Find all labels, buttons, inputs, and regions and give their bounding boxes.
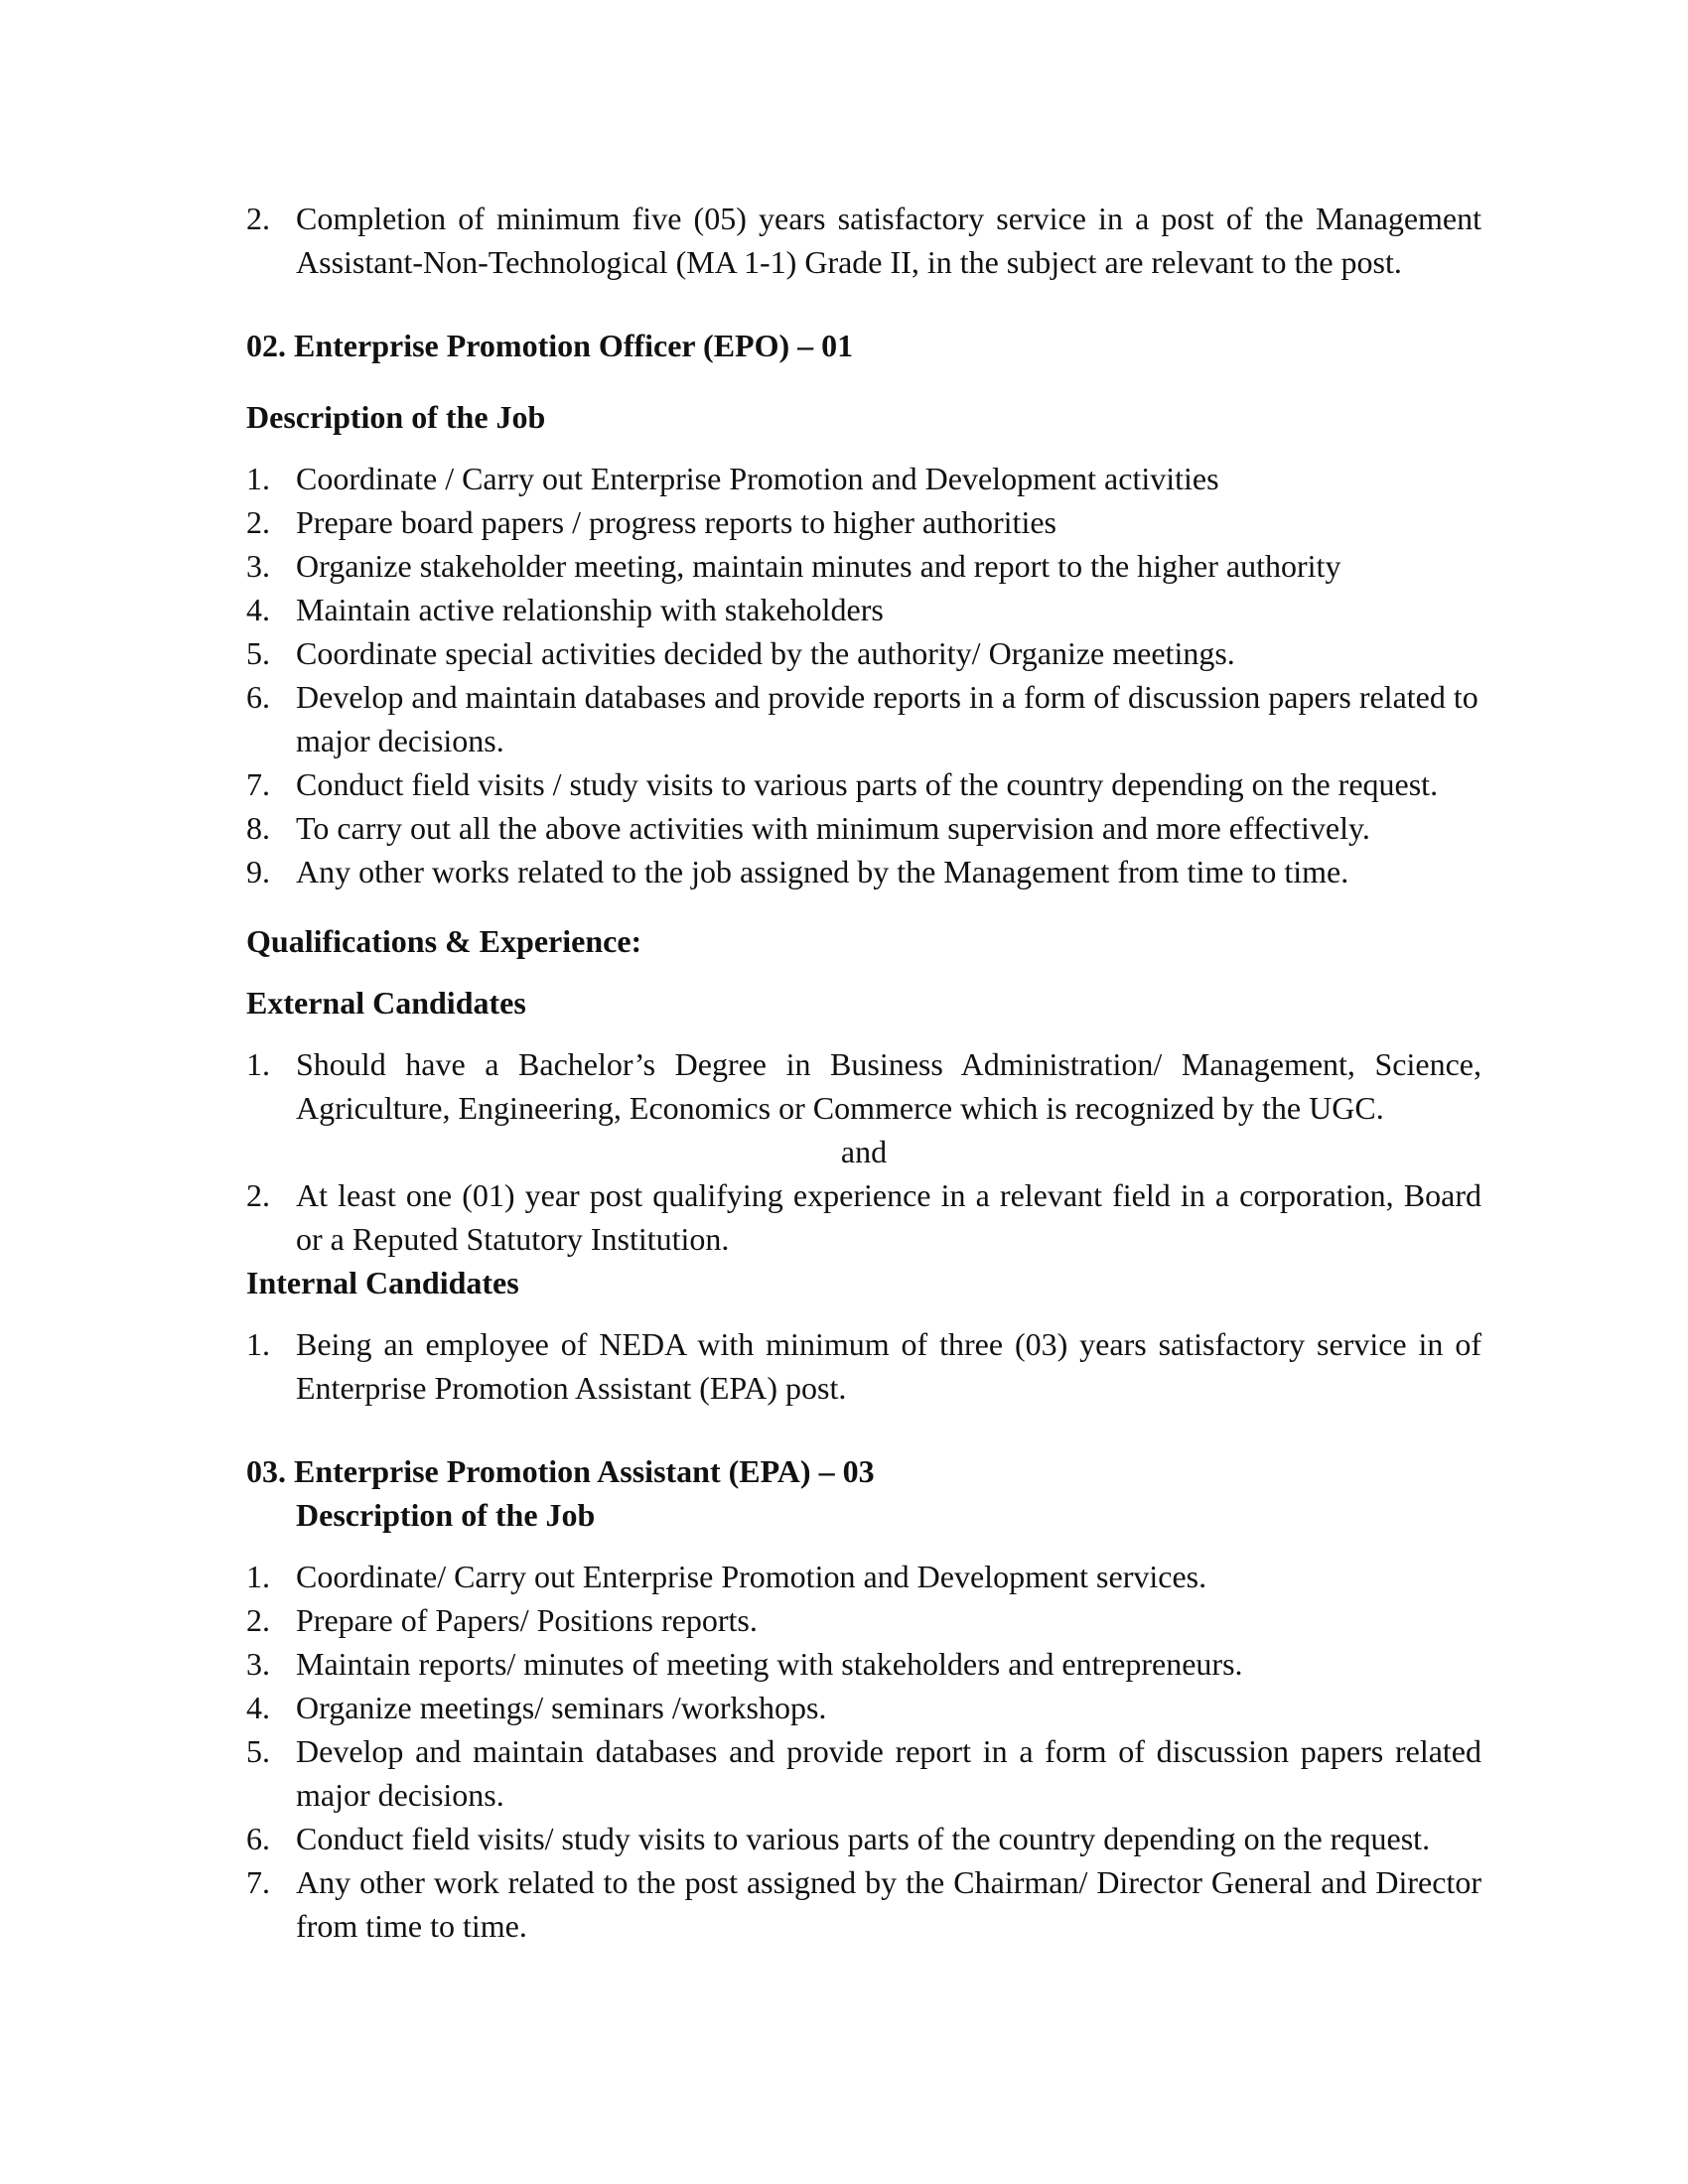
external-requirements-list bbox=[246, 1042, 1481, 1261]
internal-requirements-list bbox=[246, 1322, 1481, 1410]
list-text: Organize stakeholder meeting, maintain minutes and report to the higher authority bbox=[296, 548, 1341, 584]
list-text: Coordinate/ Carry out Enterprise Promotion and Development services. bbox=[296, 1559, 1207, 1594]
and-connector: and bbox=[840, 1134, 888, 1169]
list-item bbox=[246, 1860, 1481, 1948]
list-item bbox=[246, 850, 1481, 893]
epa-duties-list bbox=[246, 1555, 1481, 1948]
list-number: 8. bbox=[246, 810, 270, 846]
list-number: 1. bbox=[246, 1046, 270, 1082]
list-item bbox=[246, 197, 1481, 284]
intro-list bbox=[246, 197, 1481, 284]
list-text: Coordinate special activities decided by the authority/ Organize meetings. bbox=[296, 635, 1235, 671]
list-text: Being an employee of NEDA with minimum of three (03) years satisfactory service in of Enterprise Promotion Assistant (EPA) post. bbox=[296, 1326, 1481, 1406]
list-item bbox=[246, 1729, 1481, 1817]
list-item bbox=[246, 1555, 1481, 1598]
list-number: 6. bbox=[246, 1821, 270, 1856]
list-number: 4. bbox=[246, 592, 270, 627]
list-text: Prepare of Papers/ Positions reports. bbox=[296, 1602, 758, 1638]
qualifications-heading: Qualifications & Experience: bbox=[246, 923, 642, 959]
list-item bbox=[246, 675, 1481, 762]
list-text: Any other works related to the job assigned by the Management from time to time. bbox=[296, 854, 1349, 889]
list-number: 2. bbox=[246, 504, 270, 540]
external-candidates-heading: External Candidates bbox=[246, 985, 526, 1021]
list-text: Maintain reports/ minutes of meeting with stakeholders and entrepreneurs. bbox=[296, 1646, 1243, 1682]
list-text: Develop and maintain databases and provide report in a form of discussion papers related major decisions. bbox=[296, 1733, 1481, 1813]
list-item bbox=[246, 457, 1481, 500]
section-title-epo: 02. Enterprise Promotion Officer (EPO) – 01 bbox=[246, 328, 854, 363]
list-text: Conduct field visits/ study visits to various parts of the country depending on the request. bbox=[296, 1821, 1431, 1856]
list-item bbox=[246, 1322, 1481, 1410]
list-text: Coordinate / Carry out Enterprise Promotion and Development activities bbox=[296, 461, 1219, 496]
list-number: 3. bbox=[246, 1646, 270, 1682]
section-title-epa: 03. Enterprise Promotion Assistant (EPA) – 03 bbox=[246, 1453, 875, 1489]
list-item bbox=[246, 631, 1481, 675]
list-number: 1. bbox=[246, 1326, 270, 1362]
description-heading: Description of the Job bbox=[246, 399, 546, 435]
list-item bbox=[246, 1598, 1481, 1642]
list-text: Should have a Bachelor’s Degree in Business Administration/ Management, Science, Agriculture, Engineering, Economics or Commerce which is recognized by the UGC. bbox=[296, 1046, 1481, 1126]
list-number: 7. bbox=[246, 1864, 270, 1900]
list-text: Develop and maintain databases and provide reports in a form of discussion papers related to major decisions. bbox=[296, 679, 1478, 758]
list-number: 2. bbox=[246, 1177, 270, 1213]
list-item bbox=[246, 500, 1481, 544]
list-item bbox=[246, 1642, 1481, 1686]
internal-candidates-heading: Internal Candidates bbox=[246, 1265, 519, 1300]
list-item bbox=[246, 1686, 1481, 1729]
list-text: Prepare board papers / progress reports to higher authorities bbox=[296, 504, 1056, 540]
list-item bbox=[246, 806, 1481, 850]
list-item bbox=[246, 1173, 1481, 1261]
list-number: 2. bbox=[246, 201, 270, 236]
list-text: At least one (01) year post qualifying experience in a relevant field in a corporation, Board or a Reputed Statutory Institution. bbox=[296, 1177, 1481, 1257]
list-text: Organize meetings/ seminars /workshops. bbox=[296, 1690, 827, 1725]
list-number: 6. bbox=[246, 679, 270, 715]
list-text: To carry out all the above activities with minimum supervision and more effectively. bbox=[296, 810, 1370, 846]
list-item bbox=[246, 544, 1481, 588]
document-page bbox=[246, 197, 1481, 1948]
list-number: 1. bbox=[246, 1559, 270, 1594]
list-number: 5. bbox=[246, 1733, 270, 1769]
list-number: 4. bbox=[246, 1690, 270, 1725]
list-item bbox=[246, 588, 1481, 631]
list-number: 1. bbox=[246, 461, 270, 496]
list-text: Any other work related to the post assigned by the Chairman/ Director General and Director from time to time. bbox=[296, 1864, 1481, 1944]
list-item bbox=[246, 762, 1481, 806]
list-number: 3. bbox=[246, 548, 270, 584]
list-number: 5. bbox=[246, 635, 270, 671]
list-text: Completion of minimum five (05) years satisfactory service in a post of the Management Assistant-Non-Technological (MA 1-1) Grade II, in the subject are relevant to the post. bbox=[296, 201, 1481, 280]
list-text: Conduct field visits / study visits to various parts of the country depending on the request. bbox=[296, 766, 1439, 802]
list-number: 2. bbox=[246, 1602, 270, 1638]
epo-duties-list bbox=[246, 457, 1481, 893]
list-number: 7. bbox=[246, 766, 270, 802]
list-item bbox=[246, 1817, 1481, 1860]
list-text: Maintain active relationship with stakeholders bbox=[296, 592, 884, 627]
description-heading: Description of the Job bbox=[296, 1497, 596, 1533]
list-number: 9. bbox=[246, 854, 270, 889]
list-item bbox=[246, 1042, 1481, 1130]
